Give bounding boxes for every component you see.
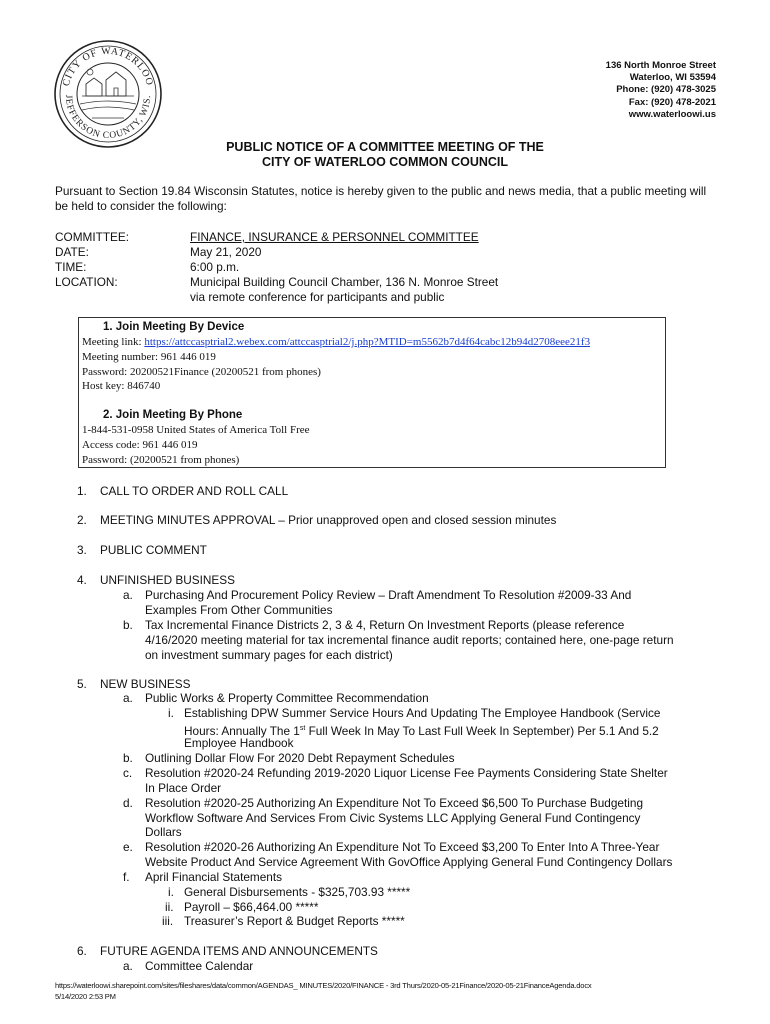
committee-value: FINANCE, INSURANCE & PERSONNEL COMMITTEE — [190, 230, 479, 244]
agenda-item-5ai-line-2-b: Full Week In May To Last Full Week In September) Per 5.1 And 5.2 — [305, 723, 659, 738]
agenda-subletter-6a: a. — [123, 959, 133, 973]
agenda-subletter-4a: a. — [123, 588, 133, 602]
title-line-2: CITY OF WATERLOO COMMON COUNCIL — [261, 155, 509, 169]
agenda-number-1: 1. — [77, 484, 87, 498]
agenda-item-5c-line-2: In Place Order — [145, 781, 222, 795]
agenda-subletter-5b: b. — [123, 751, 133, 765]
title-line-1: PUBLIC NOTICE OF A COMMITTEE MEETING OF THE — [226, 140, 544, 154]
agenda-item-5ai-line-3: Employee Handbook — [184, 736, 294, 750]
agenda-item-4b-line-1: Tax Incremental Finance Districts 2, 3 & 4, Return On Investment Reports (please reference — [145, 618, 625, 632]
address-block — [606, 60, 716, 121]
join-by-device-heading: 1. Join Meeting By Device — [103, 321, 245, 333]
document-footer — [55, 980, 592, 1002]
agenda-item-5ai-line-2-a: Hours: Annually The 1 — [184, 723, 300, 738]
agenda-item-5fi: General Disbursements - $325,703.93 ***** — [184, 885, 411, 899]
agenda-item-5d-line-2: Workflow Software And Services From Civic Systems LLC Applying General Fund Contingency — [145, 811, 641, 825]
agenda-item-call-to-order: CALL TO ORDER AND ROLL CALL — [100, 484, 289, 498]
address-city: Waterloo, WI 53594 — [629, 72, 716, 84]
time-value: 6:00 p.m. — [190, 260, 240, 274]
agenda-item-public-comment: PUBLIC COMMENT — [100, 543, 207, 557]
agenda-item-4a-line-2: Examples From Other Communities — [145, 603, 333, 617]
agenda-number-3: 3. — [77, 543, 87, 557]
agenda-item-5c-line-1: Resolution #2020-24 Refunding 2019-2020 Liquor License Fee Payments Considering State Shelter — [145, 766, 668, 780]
agenda-subroman-5fiii: iii. — [162, 914, 174, 928]
agenda-item-5d-line-3: Dollars — [145, 825, 182, 839]
meeting-link[interactable]: https://attccasptrial2.webex.com/attccasptrial2/j.php?MTID=m5562b7d4f64cabc12b94d2708eee21f3 — [144, 336, 591, 348]
agenda-subletter-5c: c. — [123, 766, 133, 780]
access-code: Access code: 961 446 019 — [82, 439, 198, 451]
location-label: LOCATION: — [55, 275, 118, 289]
agenda-subletter-5d: d. — [123, 796, 133, 810]
agenda-number-5: 5. — [77, 677, 87, 691]
agenda-item-5ai-line-1: Establishing DPW Summer Service Hours And Updating The Employee Handbook (Service — [184, 706, 661, 720]
agenda-subroman-5ai: i. — [168, 706, 174, 720]
agenda-item-5fiii: Treasurer’s Report & Budget Reports ***** — [184, 914, 405, 928]
agenda-item-4a-line-1: Purchasing And Procurement Policy Review – Draft Amendment To Resolution #2009-33 And — [145, 588, 632, 602]
footer-file-path: https://waterloowi.sharepoint.com/sites/fileshares/data/common/AGENDAS_ MINUTES/2020/FINANCE - 3rd Thurs/2020-05-21Finance/2020-05-21FinanceAgenda.docx — [55, 981, 592, 990]
location-note: via remote conference for participants and public — [190, 290, 445, 304]
document-title — [0, 140, 770, 170]
agenda-item-6a: Committee Calendar — [145, 959, 254, 973]
address-fax: Fax: (920) 478-2021 — [628, 96, 716, 108]
agenda-subletter-5e: e. — [123, 840, 133, 854]
date-label: DATE: — [55, 245, 89, 259]
committee-label: COMMITTEE: — [55, 230, 130, 244]
agenda-subroman-5fii: ii. — [165, 900, 174, 914]
date-value: May 21, 2020 — [190, 245, 262, 259]
agenda-subletter-5a: a. — [123, 691, 133, 705]
agenda-item-5b: Outlining Dollar Flow For 2020 Debt Repayment Schedules — [145, 751, 455, 765]
agenda-item-5e-line-2: Website Product And Service Agreement With GovOffice Applying General Fund Contingency Dollars — [145, 855, 673, 869]
address-phone: Phone: (920) 478-3025 — [616, 84, 716, 96]
agenda-item-5e-line-1: Resolution #2020-26 Authorizing An Expenditure Not To Exceed $3,200 To Enter Into A Three-Year — [145, 840, 660, 854]
time-label: TIME: — [55, 260, 87, 274]
agenda-item-5a: Public Works & Property Committee Recommendation — [145, 691, 429, 705]
svg-text:CITY OF WATERLOO: CITY OF WATERLOO — [60, 45, 156, 88]
agenda-subroman-5fi: i. — [168, 885, 174, 899]
toll-free-number: 1-844-531-0958 United States of America Toll Free — [82, 424, 310, 436]
host-key: Host key: 846740 — [82, 380, 161, 392]
agenda-item-5fii: Payroll – $66,464.00 ***** — [184, 900, 319, 914]
agenda-subletter-5f: f. — [123, 870, 130, 884]
agenda-item-5d-line-1: Resolution #2020-25 Authorizing An Expenditure Not To Exceed $6,500 To Purchase Budgeting — [145, 796, 644, 810]
address-website: www.waterloowi.us — [628, 108, 716, 120]
agenda-item-new-business: NEW BUSINESS — [100, 677, 191, 691]
agenda-item-4b-line-2: 4/16/2020 meeting material for tax incremental finance audit reports; contained here, one-page return — [145, 633, 674, 647]
remote-access-box — [78, 317, 666, 468]
meeting-link-label: Meeting link: — [82, 336, 145, 348]
footer-date: 5/14/2020 2:53 PM — [55, 992, 116, 1001]
agenda-item-minutes-approval: MEETING MINUTES APPROVAL – Prior unapproved open and closed session minutes — [100, 513, 557, 527]
intro-paragraph: Pursuant to Section 19.84 Wisconsin Statutes, notice is hereby given to the public and news media, that a public meeting will be held to consider the following: — [55, 184, 707, 213]
agenda-item-5f: April Financial Statements — [145, 870, 283, 884]
city-seal-logo — [52, 38, 164, 150]
agenda-item-unfinished-business: UNFINISHED BUSINESS — [100, 573, 236, 587]
phone-password: Password: (20200521 from phones) — [82, 454, 240, 466]
meeting-password: Password: 20200521Finance (20200521 from phones) — [82, 366, 321, 378]
svg-text:JEFFERSON COUNTY, WIS.: JEFFERSON COUNTY, WIS. — [62, 94, 154, 142]
address-street: 136 North Monroe Street — [605, 60, 716, 71]
agenda-item-future-items: FUTURE AGENDA ITEMS AND ANNOUNCEMENTS — [100, 944, 378, 958]
agenda-number-2: 2. — [77, 513, 87, 527]
join-by-phone-heading: 2. Join Meeting By Phone — [103, 409, 243, 421]
meeting-link-line — [82, 336, 590, 348]
agenda-number-4: 4. — [77, 573, 87, 587]
agenda-item-5ai-superscript: st — [299, 725, 306, 732]
agenda-number-6: 6. — [77, 944, 87, 958]
meeting-number: Meeting number: 961 446 019 — [82, 351, 216, 363]
location-value: Municipal Building Council Chamber, 136 N. Monroe Street — [190, 275, 499, 289]
agenda-item-4b-line-3: on investment summary pages for each district) — [145, 648, 393, 662]
agenda-subletter-4b: b. — [123, 618, 133, 632]
